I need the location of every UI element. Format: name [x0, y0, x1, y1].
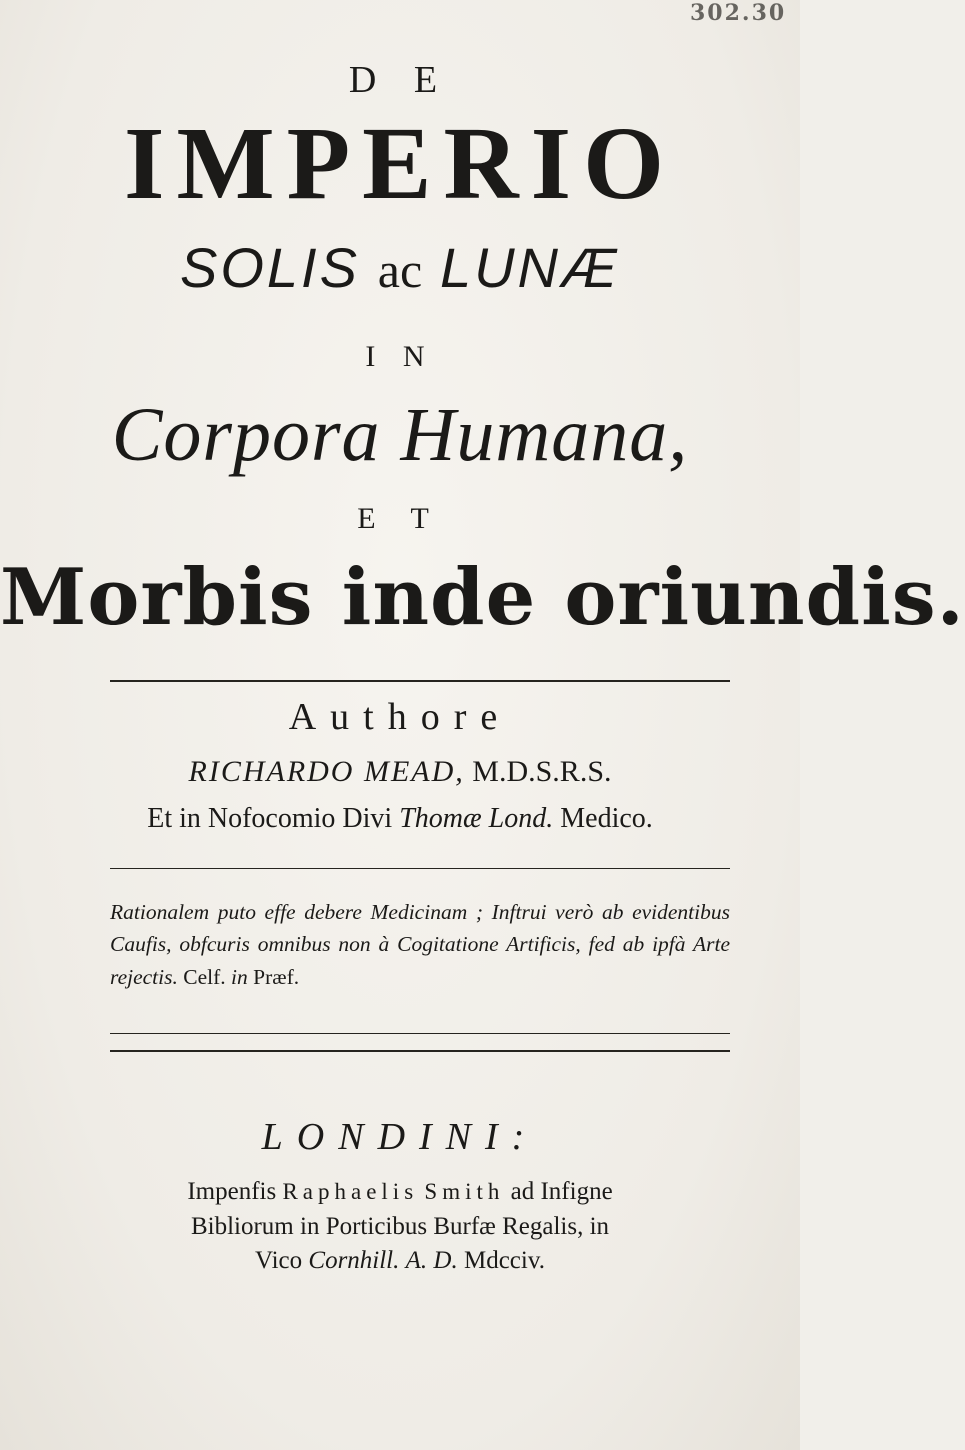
- title-solis-lunae: [0, 236, 800, 299]
- title-de: D E: [348, 59, 452, 101]
- imprint-ad-insigne: ad Infigne: [510, 1178, 613, 1205]
- author-name-text: RICHARDO MEAD,: [188, 755, 465, 788]
- title-imperio: IMPERIO: [124, 106, 676, 221]
- title-corpora: Corpora Humana,: [111, 393, 689, 477]
- title-in: I N: [365, 340, 435, 373]
- epigraph: [110, 896, 730, 993]
- imprint-street: Cornhill.: [308, 1247, 400, 1274]
- title-solis: SOLIS: [179, 236, 360, 299]
- divider-rule: [110, 868, 730, 869]
- author-hospital: [0, 803, 800, 835]
- author-name: [0, 755, 800, 789]
- divider-rule: [110, 680, 730, 682]
- epigraph-text: Rationalem puto effe debere Medicinam ; Inftrui verò ab evidentibus Caufis, obfcuris omnibus non à Cogitatione Artificis, fed ab ipfà Arte rejectis.: [110, 900, 730, 989]
- divider-rule: [110, 1033, 730, 1034]
- author-degrees: M.D.S.R.S.: [472, 755, 612, 788]
- imprint-impensis: Impenfis: [187, 1178, 277, 1205]
- divider-rule: [110, 1050, 730, 1052]
- imprint-place: LONDINI:: [261, 1116, 539, 1158]
- title-ac: ac: [377, 242, 423, 298]
- title-lunae: LUNÆ: [439, 236, 620, 299]
- epigraph-source-ref: Præf.: [253, 964, 300, 989]
- imprint-line-1: [0, 1175, 800, 1210]
- hospital-prefix: Et in Nofocomio Divi: [147, 803, 393, 834]
- epigraph-source-in: in: [231, 964, 248, 989]
- title-morbis: Morbis inde oriundis.: [0, 552, 965, 643]
- imprint-block: [0, 1175, 800, 1279]
- hospital-name: Thomæ Lond.: [399, 803, 554, 834]
- imprint-printer-first: Raphaelis: [282, 1179, 419, 1204]
- imprint-vico: Vico: [255, 1247, 303, 1274]
- imprint-ad: A. D.: [405, 1247, 458, 1274]
- title-et: E T: [357, 502, 443, 535]
- imprint-line-2: Bibliorum in Porticibus Burfæ Regalis, in: [190, 1212, 610, 1240]
- corner-shelfmark: 302.30: [690, 0, 787, 26]
- authore-label: Authore: [288, 696, 512, 738]
- epigraph-source: Celf.: [183, 964, 226, 989]
- hospital-suffix: Medico.: [560, 803, 653, 834]
- imprint-printer-last: Smith: [424, 1179, 505, 1204]
- imprint-year: Mdcciv.: [463, 1247, 545, 1274]
- imprint-line-3: [0, 1244, 800, 1279]
